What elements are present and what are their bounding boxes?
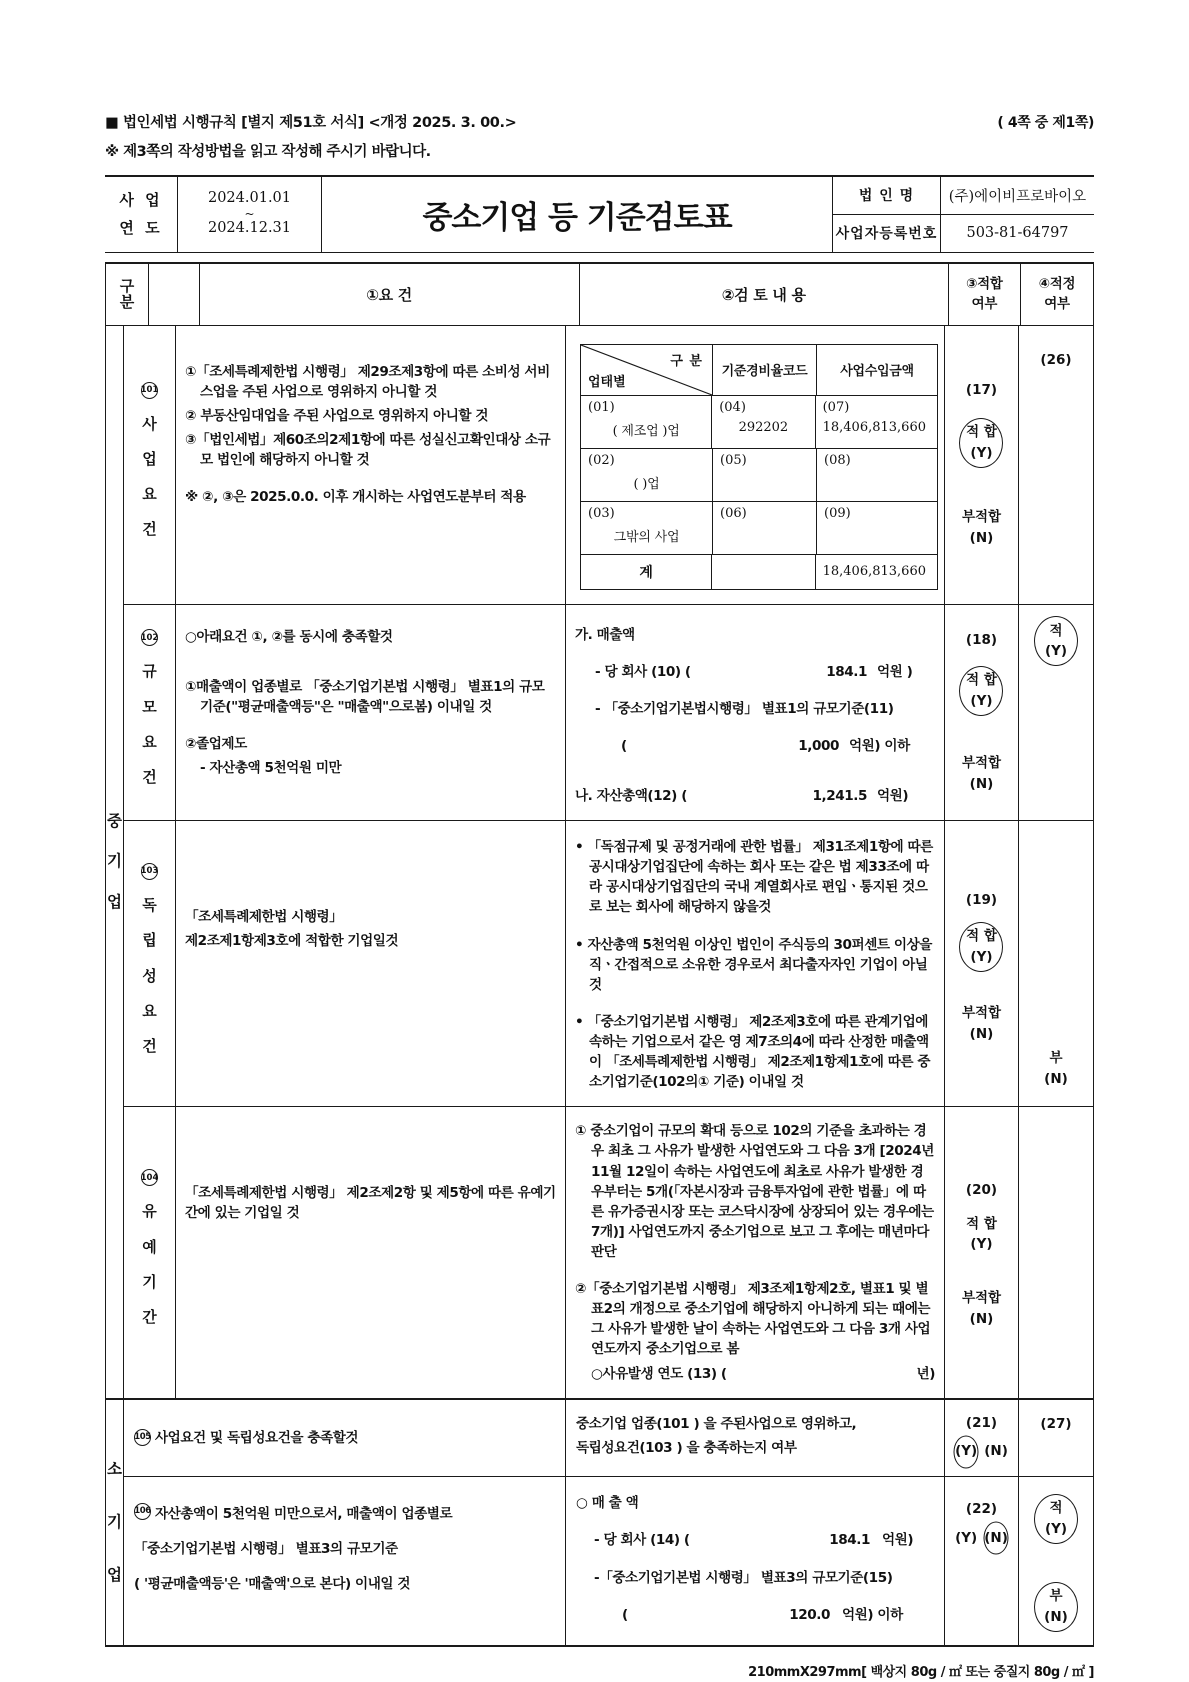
table-header-row xyxy=(106,264,1093,326)
fit-number: (17) xyxy=(965,382,998,399)
biz-reg-value: 503-81-64797 xyxy=(966,225,1069,242)
requirement-item: ( '평균매출액등'은 '매출액'으로 본다) 이내일 것 xyxy=(134,1576,411,1593)
fit-cell-17 xyxy=(945,326,1019,604)
table-row xyxy=(124,1477,1093,1646)
biz-header-code: 기준경비율코드 xyxy=(713,345,817,395)
fit-yes-code: (Y) xyxy=(970,692,993,709)
col-header-fit-line2: 여부 xyxy=(971,296,998,313)
review-company-sales-value: 184.1 xyxy=(829,1532,870,1549)
fit-yes-label: 적 합 xyxy=(966,927,997,944)
table-row xyxy=(124,326,1093,605)
row-code-101 xyxy=(124,326,176,604)
paper-spec-footer: 210mmX297mm[ 백상지 80g / ㎡ 또는 중질지 80g / ㎡ ] xyxy=(748,1665,1094,1681)
group-label-jungso xyxy=(106,326,124,1398)
review-cell-102 xyxy=(566,605,945,821)
col-header-fit xyxy=(949,264,1021,325)
requirement-cell-102 xyxy=(176,605,566,821)
row-vlabel-ch: 요 xyxy=(142,1001,157,1020)
review-line: 중소기업 업종(101 ) 을 주된사업으로 영위하고, xyxy=(576,1415,857,1432)
requirement-item: 사업요건 및 독립성요건을 충족할것 xyxy=(155,1429,359,1446)
criteria-review-table xyxy=(105,262,1094,1648)
page-indicator: ( 4쪽 중 제1쪽) xyxy=(997,115,1094,131)
review-bullet: 「독점규제 및 공정거래에 관한 법률」 제31조제1항에 따른 공시대상기업집단에 속하는 회사 또는 같은 법 제33조에 따라 공시대상기업집단의 국내 계열회사로 편입ㆍ통지된 것으로 보는 회사에 해당하지 않을것 xyxy=(587,839,933,916)
fit-no-code: (N) xyxy=(969,1025,994,1042)
row-vlabel-ch: 요 xyxy=(142,485,157,504)
biz-row-cell-income xyxy=(816,396,937,448)
row-number-badge: 106 xyxy=(134,1503,151,1520)
fit-no-label: 부적합 xyxy=(961,1290,1002,1307)
fit-yes-group[interactable] xyxy=(966,422,997,464)
fit-no-label: 부적합 xyxy=(961,1004,1002,1021)
review-bullet: 「중소기업기본법 시행령」 제2조제3호에 따른 관계기업에 속하는 기업으로서 같은 영 제7조의4에 따라 산정한 매출액이 「조세특례제한법 시행령」 제2조제1항제1호에 따른 중소기업기준(102의① 기준) 이내일 것 xyxy=(587,1013,931,1091)
biz-row-cell-no xyxy=(581,396,712,448)
review-cell-105 xyxy=(566,1400,945,1476)
biz-income-index: (08) xyxy=(824,452,851,468)
review-item: ① 중소기업이 규모의 확대 등으로 102의 기준을 초과하는 경우 최초 그 사유가 발생한 사업연도와 그 다음 3개 [2024년 11월 12일이 속하는 사업연도에 최초로 사유가 발생한 경우부터는 5개(「자본시장과 금융투자업에 관한 법률」에 따른 유가증권시장 또는 코스닥시장에 상장되어 있는 경우에는 7개)] 사업연도까지 중소기업으로 보고 그 후에는 매년마다 판단 xyxy=(575,1123,934,1260)
row-vlabel-ch: 요 xyxy=(142,732,157,751)
biz-income-index: (09) xyxy=(824,505,851,521)
review-standard-unit: 억원) 이하 xyxy=(842,1607,903,1623)
biz-row-cell-code xyxy=(713,502,817,554)
form-header-notes xyxy=(105,110,1094,138)
biz-income-index: (07) xyxy=(822,399,850,415)
row-vlabel-ch: 업 xyxy=(142,449,157,468)
row-code-103 xyxy=(124,821,176,1106)
biz-reg-label: 사업자등록번호 xyxy=(833,215,941,252)
row-vlabel-ch: 사 xyxy=(142,414,157,433)
adequate-cell-26 xyxy=(1019,326,1093,604)
form-instruction-note: ※ 제3쪽의 작성방법을 읽고 작성해 주시기 바랍니다. xyxy=(105,143,431,160)
group-label-jungso-ch2: 기 xyxy=(107,852,122,871)
col-header-requirement: ①요 건 xyxy=(200,264,580,325)
group-label-jungso-ch3: 업 xyxy=(107,892,122,911)
page-title: 중소기업 등 기준검토표 xyxy=(422,199,732,236)
biz-income-value: 18,406,813,660 xyxy=(822,419,926,435)
col-header-review: ②검 토 내 용 xyxy=(580,264,949,325)
adequate-no-code: (N) xyxy=(1044,1609,1068,1626)
fit-number: (22) xyxy=(965,1500,998,1517)
review-standard-paren: ( xyxy=(621,737,627,754)
fit-cell-22 xyxy=(945,1477,1019,1646)
row-number-badge: 103 xyxy=(141,863,158,880)
review-sales-label: 가. 매출액 xyxy=(575,626,635,643)
review-standard-label: -「중소기업기본법 시행령」 별표3의 규모기준(15) xyxy=(594,1569,893,1586)
occurrence-year-label: ○사유발생 연도 (13) ( xyxy=(591,1365,727,1382)
company-info-block xyxy=(832,177,1094,252)
requirement-item: ② 부동산임대업을 주된 사업으로 영위하지 아니할 것 xyxy=(185,407,489,424)
biz-row-index: (03) xyxy=(588,505,615,521)
adequate-cell-so xyxy=(1019,1477,1093,1646)
review-standard-value: 1,000 xyxy=(798,737,839,754)
adequate-cell-27 xyxy=(1019,1400,1093,1476)
biz-row-name: ( 제조업 )업 xyxy=(612,423,680,439)
biz-header-income: 사업수입금액 xyxy=(840,364,914,380)
fit-cell-18 xyxy=(945,605,1019,821)
fit-number: (21) xyxy=(965,1415,998,1432)
fit-yes-label: 적 합 xyxy=(966,671,997,688)
biz-code-index: (04) xyxy=(719,399,746,415)
review-standard-unit: 억원) 이하 xyxy=(849,737,910,754)
col-header-adequate xyxy=(1021,264,1093,325)
fit-no-label: 부적합 xyxy=(961,754,1002,771)
row-vlabel-ch: 예 xyxy=(142,1237,157,1256)
adequate-yes-group[interactable] xyxy=(1045,1498,1067,1540)
period-start: 2024.01.01 xyxy=(207,190,292,207)
review-company-sales-unit: 억원) xyxy=(882,1532,914,1549)
group-so-kieop xyxy=(106,1400,1093,1646)
review-company-sales-value: 184.1 xyxy=(826,663,867,680)
fit-no-group[interactable] xyxy=(962,1003,1001,1045)
fit-yes-code: (Y) xyxy=(970,948,993,965)
group-label-so xyxy=(106,1400,124,1646)
fit-no-code[interactable]: (N) xyxy=(984,1443,1008,1460)
row-vlabel-ch: 립 xyxy=(142,931,157,950)
adequate-yes-code: (Y) xyxy=(1044,643,1068,660)
fit-no-code: (N) xyxy=(969,529,994,546)
adequate-cell-jungso-no[interactable] xyxy=(1019,821,1093,1106)
biz-row-cell-code xyxy=(712,396,815,448)
review-cell-104 xyxy=(566,1107,945,1397)
col-header-gubun-text: 구분 xyxy=(117,278,136,311)
biz-table-corner-header xyxy=(581,345,713,395)
row-vlabel-ch: 유 xyxy=(142,1202,157,1221)
requirement-cell-105 xyxy=(124,1400,566,1476)
fit-number: (19) xyxy=(965,891,998,908)
adequate-yes-group[interactable] xyxy=(1045,621,1067,663)
requirement-subitem: - 자산총액 5천억원 미만 xyxy=(200,759,342,776)
bullet-icon: • xyxy=(575,936,588,953)
requirement-cell-101 xyxy=(176,326,566,604)
fit-yes-label: 적 합 xyxy=(966,1215,997,1232)
biz-row-cell-no xyxy=(581,449,713,501)
col-header-adq-line1: ④적정 xyxy=(1038,275,1076,292)
fit-yes-code: (Y) xyxy=(970,1236,993,1253)
occurrence-year-unit: 년) xyxy=(916,1365,935,1382)
adequate-no-label: 부 xyxy=(1049,1588,1063,1605)
requirement-item: ①「조세특례제한법 시행령」 제29조제3항에 따른 소비성 서비스업을 주된 사업으로 영위하지 아니할 것 xyxy=(185,363,550,400)
fit-cell-21 xyxy=(945,1400,1019,1476)
row-code-104 xyxy=(124,1107,176,1397)
group-jungso-kieop xyxy=(106,326,1093,1400)
requirement-cell-104 xyxy=(176,1107,566,1397)
biz-row-cell-income xyxy=(817,449,937,501)
adequate-yes-label: 적 xyxy=(1049,1500,1063,1517)
adequate-no-code: (N) xyxy=(1044,1071,1068,1088)
table-row xyxy=(124,1107,1093,1397)
fit-yes-code: (Y) xyxy=(970,445,993,462)
review-assets-value: 1,241.5 xyxy=(812,787,867,804)
biz-code-index: (06) xyxy=(720,505,747,521)
fit-no-group[interactable] xyxy=(962,753,1001,795)
fit-number: (18) xyxy=(965,632,998,649)
review-standard-value: 120.0 xyxy=(789,1607,830,1623)
review-bullet: 자산총액 5천억원 이상인 법인이 주식등의 30퍼센트 이상을 직ㆍ간접적으로 소유한 경우로서 최다출자자인 기업이 아닐 것 xyxy=(587,936,932,993)
requirement-cell-106 xyxy=(124,1477,566,1646)
table-row xyxy=(124,1400,1093,1477)
row-code-102 xyxy=(124,605,176,821)
biz-row-index: (01) xyxy=(588,399,615,415)
group-label-jungso-ch1: 중 xyxy=(107,812,122,831)
fit-number: (20) xyxy=(965,1181,998,1198)
requirement-note: ※ ②, ③은 2025.0.0. 이후 개시하는 사업연도분부터 적용 xyxy=(185,489,526,506)
fit-yes-code[interactable]: (Y) xyxy=(955,1529,978,1546)
col-header-spacer xyxy=(149,264,200,325)
fit-no-code: (N) xyxy=(969,1311,994,1328)
biz-row-name: 그밖의 사업 xyxy=(613,529,680,545)
adequate-yes-code: (Y) xyxy=(1044,1521,1068,1538)
biz-total-income-cell xyxy=(816,555,937,589)
biz-row-cell-no xyxy=(581,502,713,554)
business-type-table xyxy=(580,344,938,590)
biz-code-index: (05) xyxy=(720,452,747,468)
requirement-item: 「중소기업기본법 시행령」 별표3의 규모기준 xyxy=(134,1541,398,1558)
biz-row-name: ( )업 xyxy=(633,476,660,492)
review-standard-paren: ( xyxy=(622,1607,628,1623)
col-header-fit-line1: ③적합 xyxy=(966,275,1003,292)
review-item: ②「중소기업기본법 시행령」 제3조제1항제2호, 별표1 및 별표2의 개정으로 중소기업에 해당하지 아니하게 되는 때에는 그 사유가 발생한 날이 속하는 사업연도와 그 다음 3개 사업연도까지 중소기업으로 봄 xyxy=(575,1281,931,1358)
biz-row-index: (02) xyxy=(588,452,615,468)
adequate-yes-label: 적 xyxy=(1049,622,1063,639)
row-number-badge: 105 xyxy=(134,1429,151,1446)
biz-header-uptae: 업태별 xyxy=(588,374,626,390)
review-assets-unit: 억원) xyxy=(877,787,909,804)
row-vlabel-ch: 기 xyxy=(142,1272,157,1291)
bullet-icon: • xyxy=(575,1013,588,1030)
fit-yes-group[interactable] xyxy=(955,1441,977,1462)
fit-yes-code: (Y) xyxy=(955,1443,978,1460)
row-number-badge: 102 xyxy=(141,629,158,646)
biz-code-value: 292202 xyxy=(738,419,789,435)
adequate-number: (27) xyxy=(1040,1415,1072,1432)
period-dash: ~ xyxy=(244,206,255,221)
adequate-cell-jungso-yes[interactable] xyxy=(1019,605,1093,821)
fit-yes-group[interactable] xyxy=(966,1214,997,1256)
adequate-no-group[interactable] xyxy=(1044,1586,1068,1628)
review-company-sales-unit: 억원 ) xyxy=(877,663,913,680)
requirement-cell-103 xyxy=(176,821,566,1106)
requirement-item: ○아래요건 ①, ②를 동시에 충족할것 xyxy=(185,628,393,645)
fit-no-group[interactable] xyxy=(962,1288,1001,1330)
row-vlabel-ch: 건 xyxy=(142,520,157,539)
biz-row-cell-code xyxy=(713,449,817,501)
review-sales-header: ○ 매 출 액 xyxy=(576,1494,639,1511)
biz-total-label-cell xyxy=(581,555,712,589)
table-row xyxy=(124,605,1093,822)
requirement-item: 「조세특례제한법 시행령」 제2조제2항 및 제5항에 따른 유예기간에 있는 기업일 것 xyxy=(185,1185,556,1222)
row-vlabel-ch: 건 xyxy=(142,768,157,787)
biz-header-gubun: 구 분 xyxy=(670,353,703,369)
corp-name-label: 법 인 명 xyxy=(833,177,941,214)
fit-yes-label: 적 합 xyxy=(966,424,997,441)
requirement-item: 「조세특례제한법 시행령」 xyxy=(185,909,343,926)
biz-total-label: 계 xyxy=(639,564,653,581)
row-number-badge: 101 xyxy=(141,382,158,399)
fit-no-group[interactable] xyxy=(962,507,1001,549)
review-company-sales-label: - 당 회사 (10) ( xyxy=(595,663,691,680)
business-year-label-line1: 사 업 xyxy=(119,190,163,209)
requirement-item: 제2조제1항제3호에 적합한 기업일것 xyxy=(185,933,399,950)
fit-cell-19 xyxy=(945,821,1019,1106)
row-vlabel-ch: 건 xyxy=(142,1037,157,1056)
row-vlabel-ch: 성 xyxy=(142,966,157,985)
business-year-label xyxy=(105,177,177,252)
corp-name-value: (주)에이비프로바이오 xyxy=(948,188,1087,205)
row-vlabel-ch: 규 xyxy=(142,662,157,681)
biz-row-cell-income xyxy=(817,502,937,554)
adequate-number: (26) xyxy=(1040,351,1072,368)
row-vlabel-ch: 간 xyxy=(142,1308,157,1327)
fit-yes-group[interactable] xyxy=(966,926,997,968)
group-label-so-ch3: 업 xyxy=(107,1565,122,1584)
business-year-value xyxy=(177,177,322,252)
adequate-no-group[interactable] xyxy=(1044,1048,1068,1090)
group-label-so-ch1: 소 xyxy=(107,1460,122,1479)
row-vlabel-ch: 독 xyxy=(142,896,157,915)
review-line: 독립성요건(103 ) 을 충족하는지 여부 xyxy=(576,1439,797,1456)
group-label-so-ch2: 기 xyxy=(107,1513,122,1532)
business-year-label-line2: 연 도 xyxy=(119,219,163,238)
bullet-icon: • xyxy=(575,839,588,856)
biz-total-value: 18,406,813,660 xyxy=(822,564,926,580)
title-band xyxy=(105,175,1094,253)
review-standard-label: - 「중소기업기본법시행령」 별표1의 규모기준(11) xyxy=(595,700,894,717)
review-cell-103 xyxy=(566,821,945,1106)
col-header-gubun xyxy=(106,264,149,325)
table-row xyxy=(124,821,1093,1107)
review-assets-label: 나. 자산총액(12) ( xyxy=(575,787,687,804)
fit-cell-20 xyxy=(945,1107,1019,1397)
fit-no-code: (N) xyxy=(984,1529,1008,1546)
form-reference-note: ■ 법인세법 시행규칙 [별지 제51호 서식] <개정 2025. 3. 00.> xyxy=(105,115,517,131)
fit-yes-group[interactable] xyxy=(966,670,997,712)
biz-total-code-cell xyxy=(712,555,815,589)
period-end: 2024.12.31 xyxy=(207,220,292,237)
fit-no-group[interactable] xyxy=(984,1528,1008,1549)
requirement-item: ②졸업제도 xyxy=(185,735,247,752)
requirement-item: 자산총액이 5천억원 미만으로서, 매출액이 업종별로 xyxy=(155,1505,453,1522)
review-company-sales-label: - 당 회사 (14) ( xyxy=(594,1532,690,1549)
review-cell-101 xyxy=(566,326,945,604)
row-vlabel-ch: 모 xyxy=(142,697,157,716)
row-number-badge: 104 xyxy=(141,1169,158,1186)
fit-no-label: 부적합 xyxy=(961,509,1002,525)
fit-no-code: (N) xyxy=(969,775,994,792)
requirement-item: ①매출액이 업종별로 「중소기업기본법 시행령」 별표1의 규모기준("평균매출액등"은 "매출액"으로봄) 이내일 것 xyxy=(185,678,545,715)
adequate-no-label: 부 xyxy=(1049,1050,1063,1067)
adequate-cell-spacer xyxy=(1019,1107,1093,1397)
requirement-item: ③「법인세법」제60조의2제1항에 따른 성실신고확인대상 소규모 법인에 해당하지 아니할 것 xyxy=(185,431,551,468)
col-header-adq-line2: 여부 xyxy=(1044,296,1070,313)
review-cell-106 xyxy=(566,1477,945,1646)
